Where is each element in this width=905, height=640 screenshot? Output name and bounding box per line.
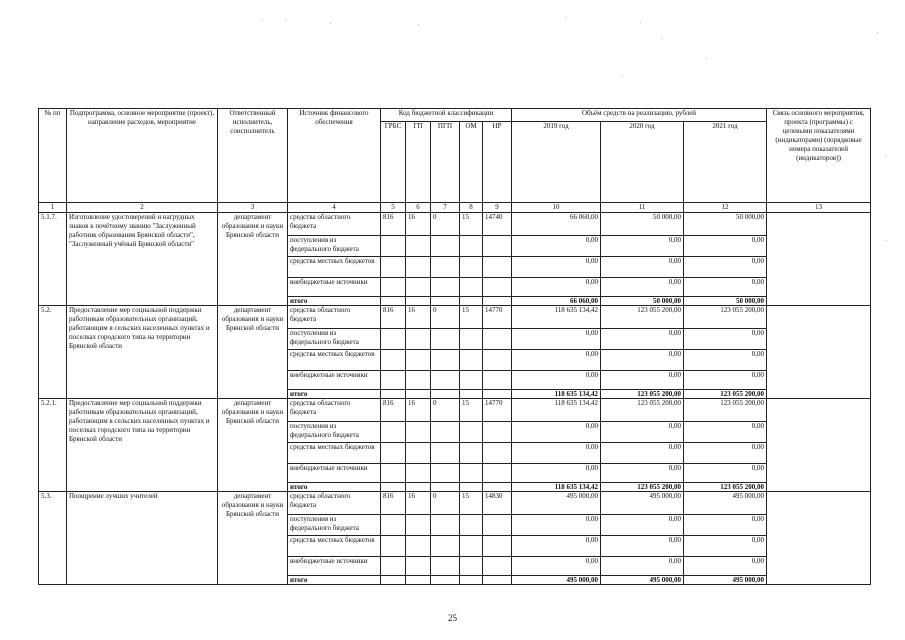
source-total: итого [288,297,381,306]
value-2021: 0,00 [684,443,767,464]
source-total: итого [288,483,381,492]
value-2020: 123 055 200,00 [601,399,684,422]
indicator-link [767,492,871,585]
code-pgp: 0 [431,492,460,515]
total-2020: 123 055 200,00 [601,483,684,492]
column-number: 1 [39,203,67,213]
column-number: 3 [218,203,288,213]
code-nr: 14830 [483,492,512,515]
total-2020: 50 000,00 [601,297,684,306]
source-total: итого [288,390,381,399]
value-2020: 50 000,00 [601,213,684,236]
source-extra: внебюджетные источники [288,557,381,576]
value-2019: 0,00 [512,443,601,464]
value-2019: 0,00 [512,329,601,350]
source-regional: средства областного бюджета [288,213,381,236]
code-gp: 16 [406,492,431,515]
value-2019: 66 060,00 [512,213,601,236]
budget-table [38,108,871,585]
table-row [39,213,871,236]
value-2021: 0,00 [684,278,767,297]
item-name: Изготовление удостоверений и нагрудных знаков к почётному званию "Заслуженный работник образования Брянской области", "Заслуженный учёный Брянской области" [67,213,218,306]
value-2020: 495 000,00 [601,492,684,515]
column-number: 2 [67,203,218,213]
header-code-nr: НР [483,122,512,203]
code-om: 15 [460,492,483,515]
source-regional: средства областного бюджета [288,492,381,515]
header-responsible: Ответственный исполнитель, соисполнитель [218,109,288,203]
item-number: 5.2.1. [39,399,67,492]
source-local: средства местных бюджетов [288,443,381,464]
value-2020: 0,00 [601,350,684,371]
value-2020: 123 055 200,00 [601,306,684,329]
column-number: 4 [288,203,381,213]
value-2019: 0,00 [512,350,601,371]
indicator-link [767,399,871,492]
value-2019: 0,00 [512,557,601,576]
total-2020: 123 055 200,00 [601,390,684,399]
code-nr: 14770 [483,306,512,329]
source-extra: внебюджетные источники [288,278,381,297]
item-responsible: департамент образования и науки Брянской области [218,492,288,585]
item-name: Предоставление мер социальной поддержки работникам образовательных организаций, работающим в сельских населенных пунктах и поселках городского типа на территории Брянской области [67,306,218,399]
value-2020: 0,00 [601,515,684,536]
value-2020: 0,00 [601,464,684,483]
value-2020: 0,00 [601,557,684,576]
total-2019: 66 060,00 [512,297,601,306]
value-2020: 0,00 [601,257,684,278]
table-row [39,399,871,422]
code-om: 15 [460,399,483,422]
header-code-gp: ГП [406,122,431,203]
value-2019: 0,00 [512,515,601,536]
source-extra: внебюджетные источники [288,371,381,390]
value-2021: 0,00 [684,422,767,443]
header-code-grbs: ГРБС [381,122,406,203]
item-number: 5.1.7. [39,213,67,306]
source-regional: средства областного бюджета [288,399,381,422]
value-2021: 0,00 [684,515,767,536]
total-2021: 123 055 200,00 [684,483,767,492]
indicator-link [767,213,871,306]
total-2020: 495 000,00 [601,576,684,585]
header-link: Связь основного мероприятия, проекта (программы) с целевыми показателями (индикаторами) (порядковые номера показателей (индикаторов)) [767,109,871,203]
table-row [39,492,871,515]
value-2021: 0,00 [684,350,767,371]
code-gp: 16 [406,213,431,236]
header-program: Подпрограмма, основное мероприятие (проект), направление расходов, мероприятие [67,109,218,203]
column-number: 11 [601,203,684,213]
header-year-2019: 2019 год [512,122,601,203]
column-number: 9 [483,203,512,213]
source-local: средства местных бюджетов [288,536,381,557]
header-budget-code: Код бюджетной классификации [381,109,512,122]
value-2019: 0,00 [512,464,601,483]
source-federal: поступления из федерального бюджета [288,515,381,536]
source-local: средства местных бюджетов [288,257,381,278]
code-grbs: 816 [381,399,406,422]
source-federal: поступления из федерального бюджета [288,422,381,443]
total-2021: 123 055 200,00 [684,390,767,399]
value-2020: 0,00 [601,371,684,390]
column-number: 8 [460,203,483,213]
code-nr: 14770 [483,399,512,422]
code-grbs: 816 [381,492,406,515]
column-number: 13 [767,203,871,213]
code-gp: 16 [406,399,431,422]
column-number: 12 [684,203,767,213]
header-code-pgp: ПГП [431,122,460,203]
value-2020: 0,00 [601,329,684,350]
source-federal: поступления из федерального бюджета [288,329,381,350]
column-number: 7 [431,203,460,213]
value-2019: 495 000,00 [512,492,601,515]
item-responsible: департамент образования и науки Брянской области [218,306,288,399]
value-2021: 123 055 200,00 [684,399,767,422]
value-2021: 50 000,00 [684,213,767,236]
code-grbs: 816 [381,213,406,236]
code-nr: 14740 [483,213,512,236]
value-2020: 0,00 [601,422,684,443]
value-2021: 0,00 [684,536,767,557]
value-2021: 0,00 [684,236,767,257]
column-number-row [39,203,871,213]
indicator-link [767,306,871,399]
item-number: 5.3. [39,492,67,585]
source-local: средства местных бюджетов [288,350,381,371]
value-2019: 0,00 [512,422,601,443]
value-2020: 0,00 [601,278,684,297]
header-code-om: ОМ [460,122,483,203]
value-2019: 118 635 134,42 [512,399,601,422]
code-grbs: 816 [381,306,406,329]
value-2021: 0,00 [684,257,767,278]
value-2021: 0,00 [684,464,767,483]
value-2019: 0,00 [512,257,601,278]
value-2019: 118 635 134,42 [512,306,601,329]
code-pgp: 0 [431,213,460,236]
value-2021: 123 055 200,00 [684,306,767,329]
total-2019: 495 000,00 [512,576,601,585]
header-year-2020: 2020 год [601,122,684,203]
item-number: 5.2. [39,306,67,399]
item-name: Поощрение лучших учителей [67,492,218,585]
total-2019: 118 635 134,42 [512,483,601,492]
code-om: 15 [460,306,483,329]
page-number: 25 [448,613,457,623]
value-2019: 0,00 [512,278,601,297]
value-2019: 0,00 [512,536,601,557]
source-total: итого [288,576,381,585]
column-number: 6 [406,203,431,213]
table-row [39,306,871,329]
header-year-2021: 2021 год [684,122,767,203]
source-regional: средства областного бюджета [288,306,381,329]
column-number: 10 [512,203,601,213]
value-2019: 0,00 [512,236,601,257]
header-volume: Объём средств на реализацию, рублей [512,109,767,122]
source-extra: внебюджетные источники [288,464,381,483]
total-2019: 118 635 134,42 [512,390,601,399]
code-gp: 16 [406,306,431,329]
code-pgp: 0 [431,306,460,329]
value-2021: 0,00 [684,329,767,350]
value-2020: 0,00 [601,443,684,464]
value-2021: 495 000,00 [684,492,767,515]
item-responsible: департамент образования и науки Брянской области [218,213,288,306]
value-2019: 0,00 [512,371,601,390]
column-number: 5 [381,203,406,213]
item-name: Предоставление мер социальной поддержки работникам образовательных организаций, работающим в сельских населенных пунктах и поселках городского типа на территории Брянской области [67,399,218,492]
code-om: 15 [460,213,483,236]
header-source: Источник финансового обеспечения [288,109,381,203]
total-2021: 50 000,00 [684,297,767,306]
value-2020: 0,00 [601,236,684,257]
value-2020: 0,00 [601,536,684,557]
code-pgp: 0 [431,399,460,422]
header-row [39,109,871,122]
item-responsible: департамент образования и науки Брянской области [218,399,288,492]
value-2021: 0,00 [684,557,767,576]
value-2021: 0,00 [684,371,767,390]
header-no: № пп [39,109,67,203]
source-federal: поступления из федерального бюджета [288,236,381,257]
total-2021: 495 000,00 [684,576,767,585]
